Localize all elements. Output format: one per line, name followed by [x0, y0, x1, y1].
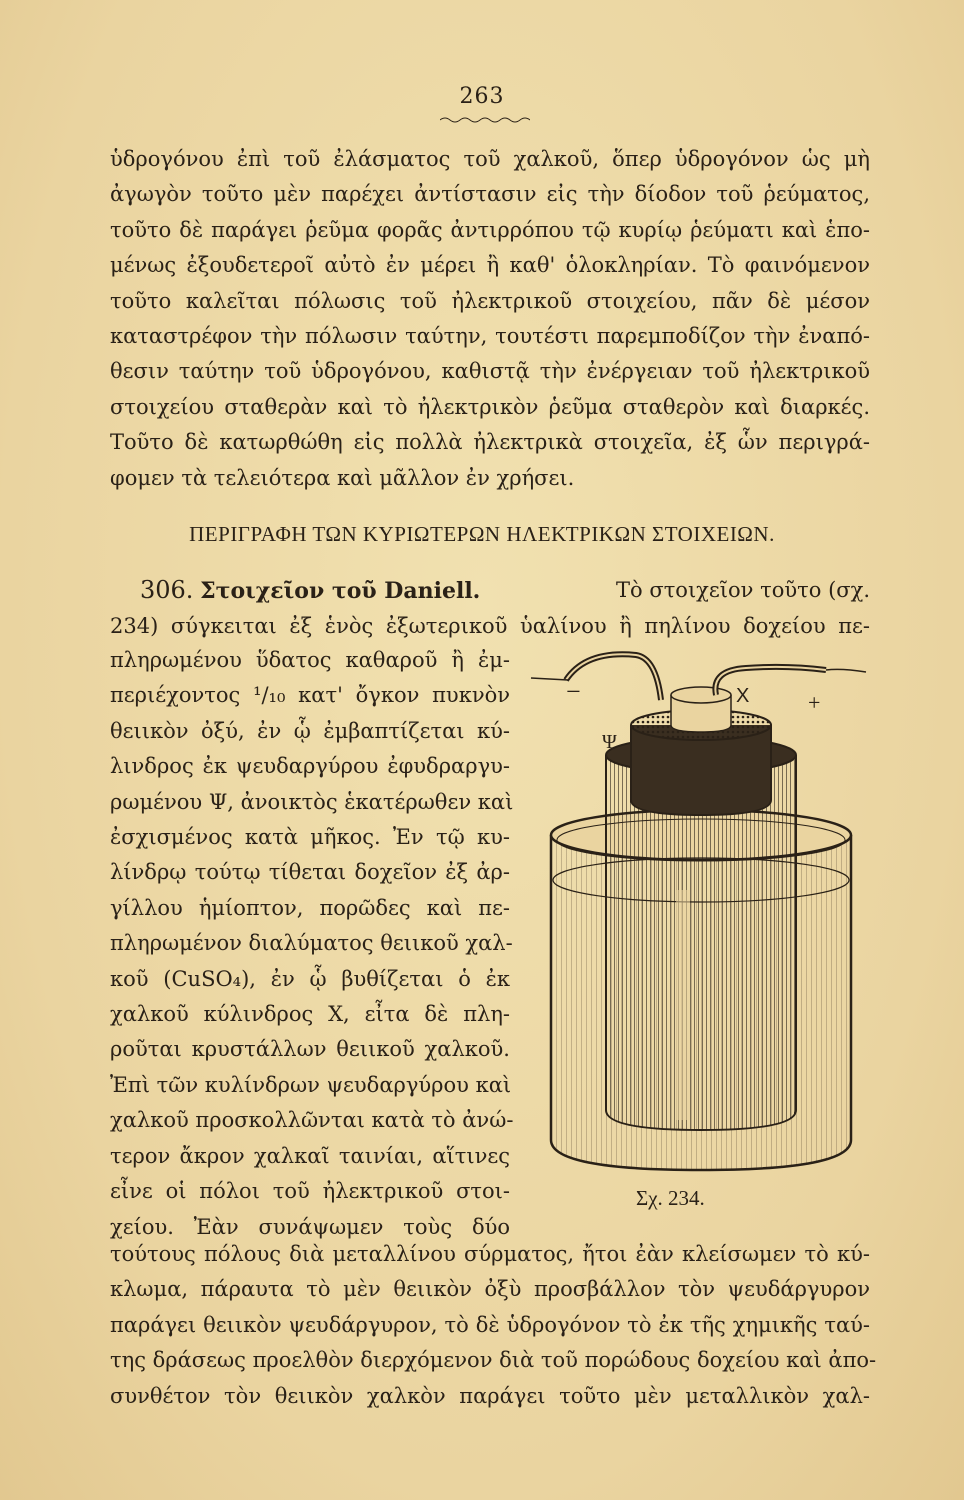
text-line: τοῦτο δὲ παράγει ῥεῦμα φορᾶς ἀντιρρόπου τῷ κυρίῳ ῥεύματι καὶ ἑπο- — [110, 217, 870, 242]
paragraph-continuation — [110, 1237, 877, 1414]
text-line: εἶνε οἱ πόλοι τοῦ ἠλεκτρικοῦ στοι- — [110, 1179, 510, 1204]
text-line: φομεν τὰ τελειότερα καὶ μᾶλλον ἐν χρήσει. — [110, 465, 575, 490]
text-line: χαλκοῦ προσκολλῶνται κατὰ τὸ ἀνώ- — [110, 1108, 514, 1133]
text-line: στοιχείου σταθερὰν καὶ τὸ ἠλεκτρικὸν ῥεῦμα σταθερὸν καὶ διαρκές. — [110, 394, 870, 419]
daniell-cell-illustration — [526, 640, 876, 1175]
text-line: γίλλου ἡμίοπτον, πορῶδες καὶ πε- — [110, 895, 510, 920]
text-line: θεσιν ταύτην τοῦ ὑδρογόνου, καθιστᾷ τὴν ἐνέργειαν τοῦ ἠλεκτρικοῦ — [110, 359, 870, 384]
section-306-intro — [110, 573, 870, 644]
text-line: 234) σύγκειται ἐξ ἑνὸς ἐξωτερικοῦ ὑαλίνου ἢ πηλίνου δοχείου πε- — [110, 614, 870, 638]
text-line: Τοῦτο δὲ κατωρθώθη εἰς πολλὰ ἠλεκτρικὰ στοιχεῖα, ἐξ ὧν περιγρά- — [110, 430, 870, 455]
text-line: Ἐπὶ τῶν κυλίνδρων ψευδαργύρου καὶ — [110, 1072, 512, 1097]
text-line: ὑδρογόνου ἐπὶ τοῦ ἐλάσματος τοῦ χαλκοῦ, ὅπερ ὑδρογόνον ὡς μὴ — [110, 147, 870, 171]
text-line: χαλκοῦ κύλινδρος Χ, εἶτα δὲ πλη- — [110, 1002, 510, 1027]
figure-caption: Σχ. 234. — [636, 1186, 705, 1210]
text-line: πληρωμένον διαλύματος θειικοῦ χαλ- — [110, 931, 513, 956]
text-line: Τὸ στοιχεῖον τοῦτο (σχ. — [616, 578, 870, 602]
paragraph-polarization — [110, 142, 870, 496]
text-line: τερον ἄκρον χαλκαῖ ταινίαι, αἵτινες — [110, 1143, 510, 1168]
text-line: λινδρος ἐκ ψευδαργύρου ἐφυδραργυ- — [110, 754, 510, 779]
text-line: παράγει θειικὸν ψευδάργυρον, τὸ δὲ ὑδρογόνον τὸ ἐκ τῆς χημικῆς ταύ- — [110, 1312, 870, 1337]
text-line: μένως ἐξουδετεροῖ αὐτὸ ἐν μέρει ἢ καθ' ὁλοκληρίαν. Τὸ φαινόμενον — [110, 253, 870, 278]
text-line: πληρωμένου ὕδατος καθαροῦ ἢ ἐμ- — [110, 648, 510, 672]
text-line: τούτους πόλους διὰ μεταλλίνου σύρματος, ἤτοι ἐὰν κλείσωμεν τὸ κύ- — [110, 1242, 870, 1266]
text-line: κοῦ (CuSO₄), ἐν ᾧ βυθίζεται ὁ ἐκ — [110, 966, 510, 991]
section-number: 306. — [140, 576, 194, 604]
text-line: ροῦται κρυστάλλων θειικοῦ χαλκοῦ. — [110, 1037, 510, 1062]
psi-label: Ψ — [602, 731, 617, 753]
minus-label: − — [566, 677, 581, 706]
text-line: ἀγωγὸν τοῦτο μὲν παρέχει ἀντίστασιν εἰς τὴν δίοδον τοῦ ῥεύματος, — [110, 182, 870, 207]
text-line: ρωμένου Ψ, ἀνοικτὸς ἑκατέρωθεν καὶ — [110, 789, 514, 814]
text-line: κλωμα, πάραυτα τὸ μὲν θειικὸν ὀξὺ προσβάλλον τὸν ψευδάργυρον — [110, 1277, 870, 1302]
text-line: θειικὸν ὀξύ, ἐν ᾧ ἐμβαπτίζεται κύ- — [110, 718, 510, 743]
x-label: X — [736, 685, 750, 707]
page-number: 263 — [459, 84, 505, 109]
text-line: περιέχοντος ¹/₁₀ κατ' ὄγκον πυκνὸν — [110, 683, 510, 708]
plus-label: + — [808, 690, 821, 715]
text-line: συνθέτον τὸν θειικὸν χαλκὸν παράγει τοῦτο μὲν μεταλλικὸν χαλ- — [110, 1383, 870, 1408]
text-line: λίνδρῳ τούτῳ τίθεται δοχεῖον ἐξ ἀρ- — [110, 860, 510, 885]
text-line: καταστρέφον τὴν πόλωσιν ταύτην, τουτέστι παρεμποδίζον τὴν ἐναπό- — [110, 324, 870, 349]
text-line: χείου. Ἐὰν συνάψωμεν τοὺς δύο — [110, 1214, 510, 1239]
text-line: της δράσεως προελθὸν διερχόμενον διὰ τοῦ πορώδους δοχείου καὶ ἀπο- — [110, 1348, 877, 1373]
text-line: ἐσχισμένος κατὰ μῆκος. Ἐν τῷ κυ- — [110, 825, 510, 850]
section-title: Στοιχεῖον τοῦ Daniell. — [200, 578, 481, 604]
text-line: τοῦτο καλεῖται πόλωσις τοῦ ἠλεκτρικοῦ στοιχείου, πᾶν δὲ μέσον — [110, 288, 870, 313]
narrow-column-text — [110, 643, 514, 1245]
wavy-rule-ornament — [440, 116, 530, 124]
section-heading: ΠΕΡΙΓΡΑΦΗ ΤΩΝ ΚΥΡΙΩΤΕΡΩΝ ΗΛΕΚΤΡΙΚΩΝ ΣΤΟΙΧΕΙΩΝ. — [189, 522, 775, 546]
